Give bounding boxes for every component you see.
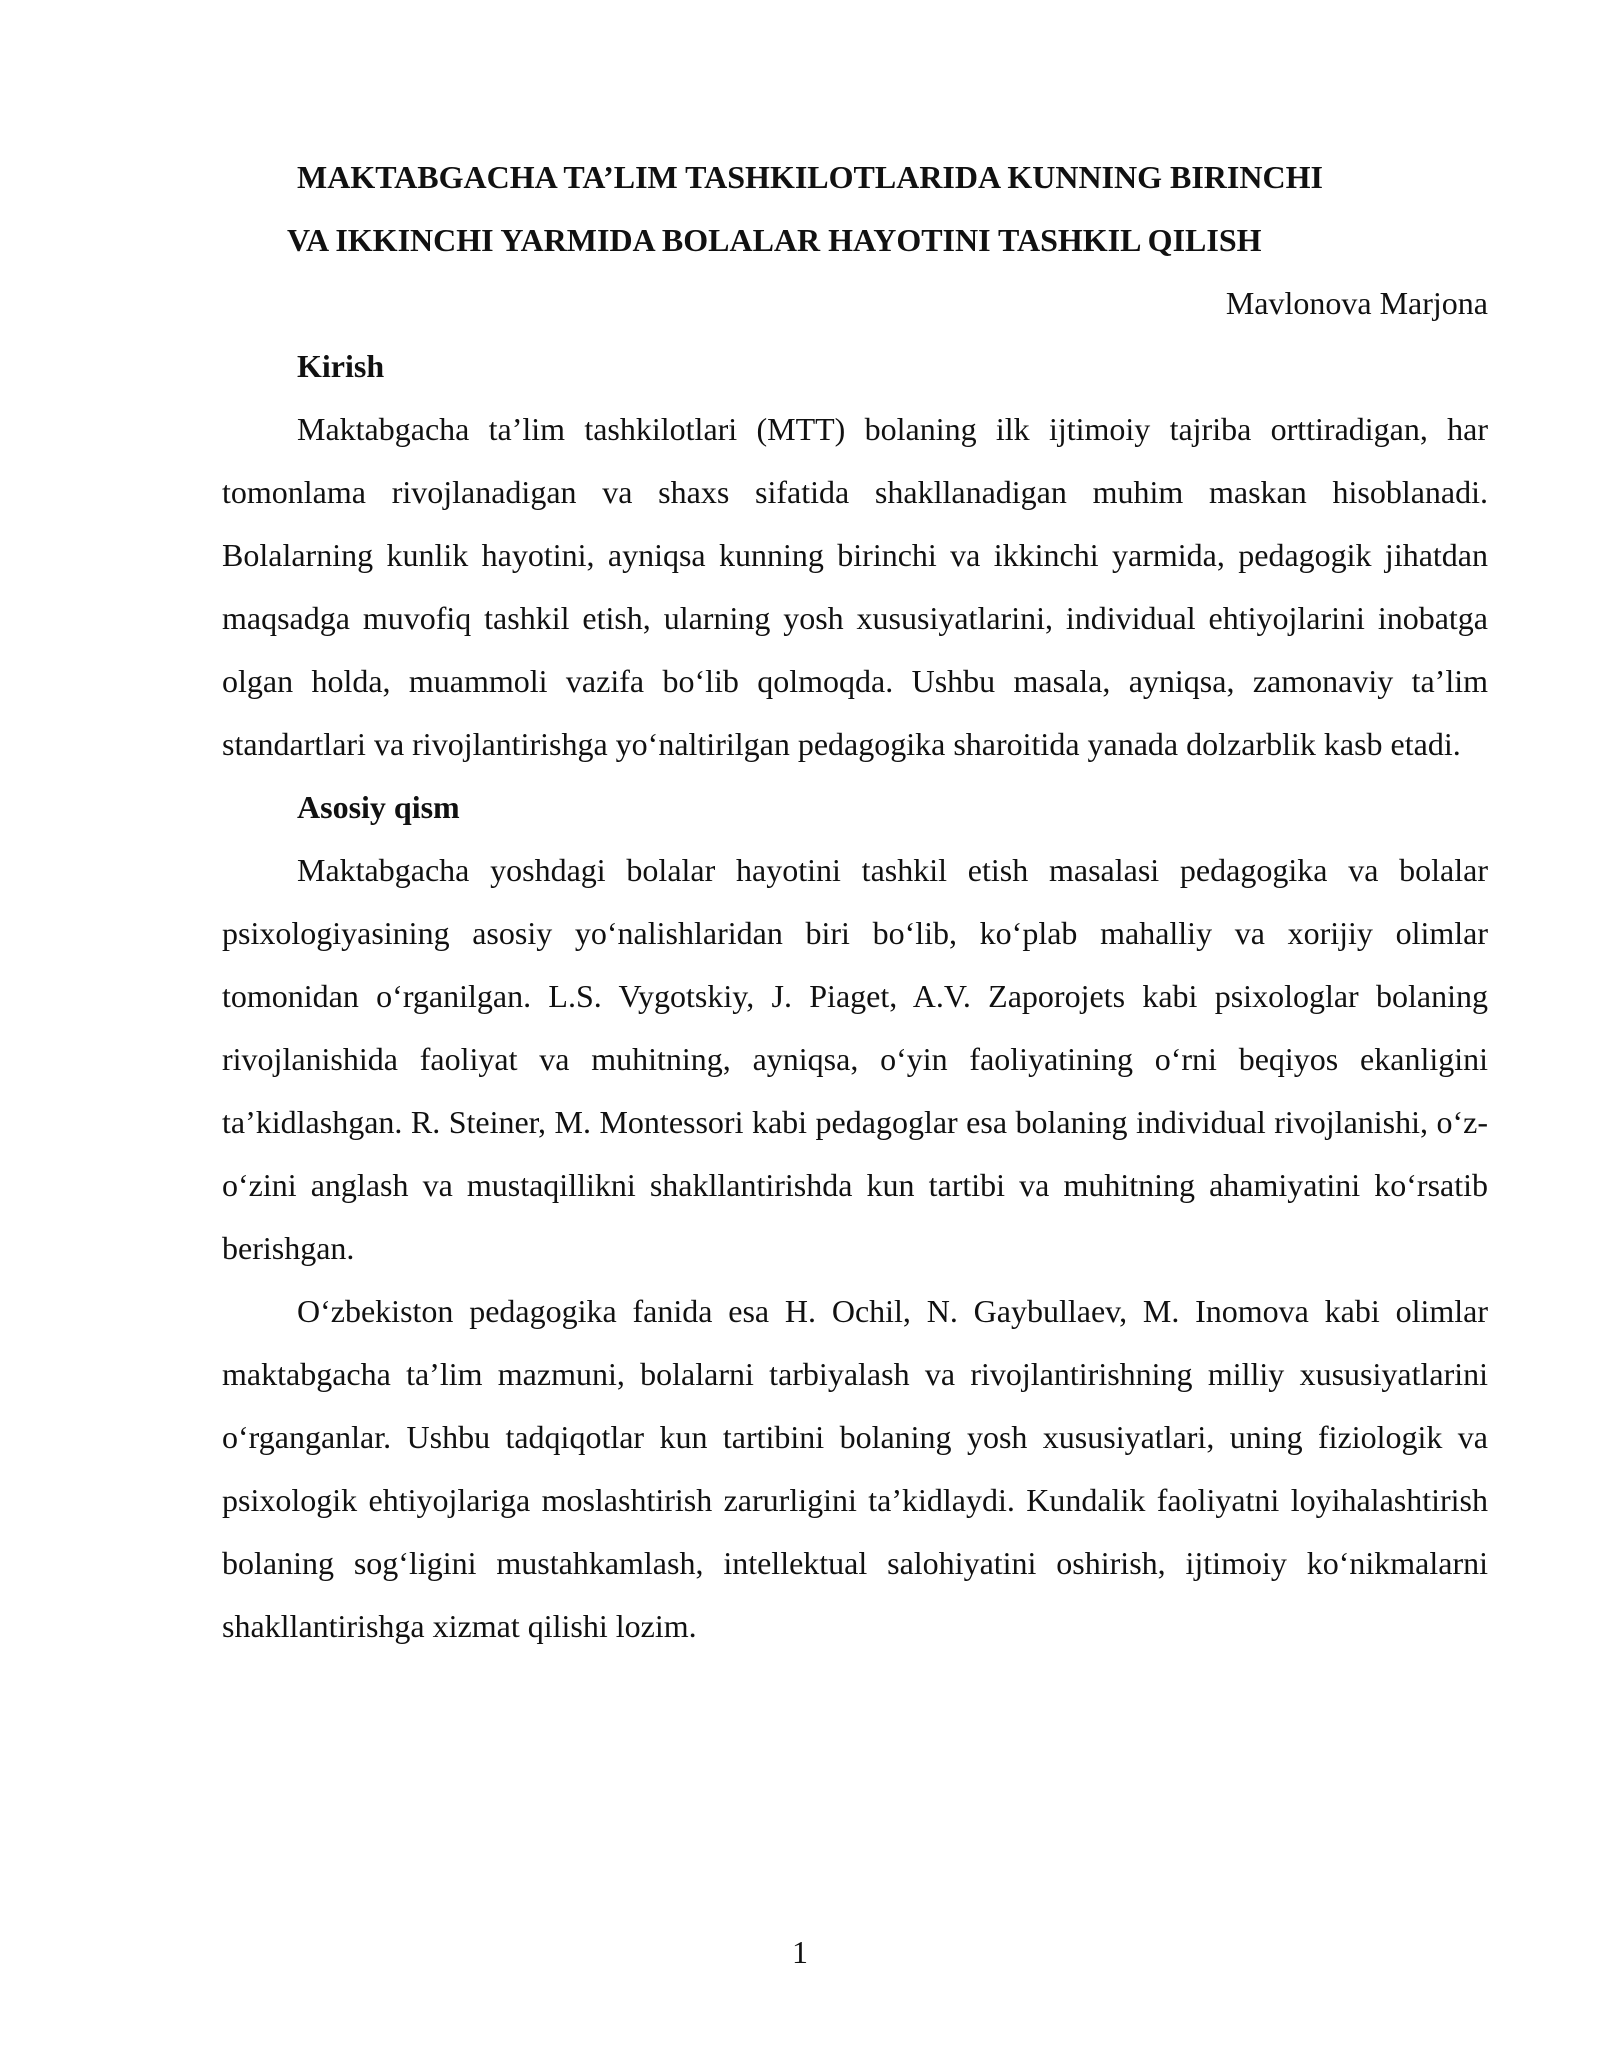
- document-title: [222, 146, 1488, 272]
- section-heading-asosiy-qism: Asosiy qism: [297, 789, 460, 825]
- paragraph-asosiy-qism-2: O‘zbekiston pedagogika fanida esa H. Ochil, N. Gaybullaev, M. Inomova kabi olimlar maktabgacha ta’lim mazmuni, bolalarni tarbiyalash va rivojlantirishning milliy xususiyatlarini o‘rganganlar. Ushbu tadqiqotlar kun tartibini bolaning yosh xususiyatlari, uning fiziologik va psixologik ehtiyojlariga moslashtirish zarurligini ta’kidlaydi. Kundalik faoliyatni loyihalashtirish bolaning sog‘ligini mustahkamlash, intellektual salohiyatini oshirish, ijtimoiy ko‘nikmalarni shakllantirishga xizmat qilishi lozim.: [222, 1293, 1488, 1644]
- section-heading-kirish: Kirish: [297, 348, 385, 384]
- paragraph-kirish-1: Maktabgacha ta’lim tashkilotlari (MTT) bolaning ilk ijtimoiy tajriba orttiradigan, har tomonlama rivojlanadigan va shaxs sifatida shakllanadigan muhim maskan hisoblanadi. Bolalarning kunlik hayotini, ayniqsa kunning birinchi va ikkinchi yarmida, pedagogik jihatdan maqsadga muvofiq tashkil etish, ularning yosh xususiyatlarini, individual ehtiyojlarini inobatga olgan holda, muammoli vazifa bo‘lib qolmoqda. Ushbu masala, ayniqsa, zamonaviy ta’lim standartlari va rivojlantirishga yo‘naltirilgan pedagogika sharoitida yanada dolzarblik kasb etadi.: [222, 411, 1488, 762]
- paragraph-asosiy-qism-1: Maktabgacha yoshdagi bolalar hayotini tashkil etish masalasi pedagogika va bolalar psixologiyasining asosiy yo‘nalishlaridan biri bo‘lib, ko‘plab mahalliy va xorijiy olimlar tomonidan o‘rganilgan. L.S. Vygotskiy, J. Piaget, A.V. Zaporojets kabi psixologlar bolaning rivojlanishida faoliyat va muhitning, ayniqsa, o‘yin faoliyatining o‘rni beqiyos ekanligini ta’kidlashgan. R. Steiner, M. Montessori kabi pedagoglar esa bolaning individual rivojlanishi, o‘z-o‘zini anglash va mustaqillikni shakllantirishda kun tartibi va muhitning ahamiyatini ko‘rsatib berishgan.: [222, 852, 1488, 1266]
- page-content: [222, 146, 1488, 1658]
- title-line-1: MAKTABGACHA TA’LIM TASHKILOTLARIDA KUNNING BIRINCHI: [297, 159, 1323, 195]
- title-line-2: VA IKKINCHI YARMIDA BOLALAR HAYOTINI TASHKIL QILISH: [287, 222, 1262, 258]
- page-number: 1: [792, 1934, 808, 1970]
- author-name: Mavlonova Marjona: [1225, 285, 1488, 321]
